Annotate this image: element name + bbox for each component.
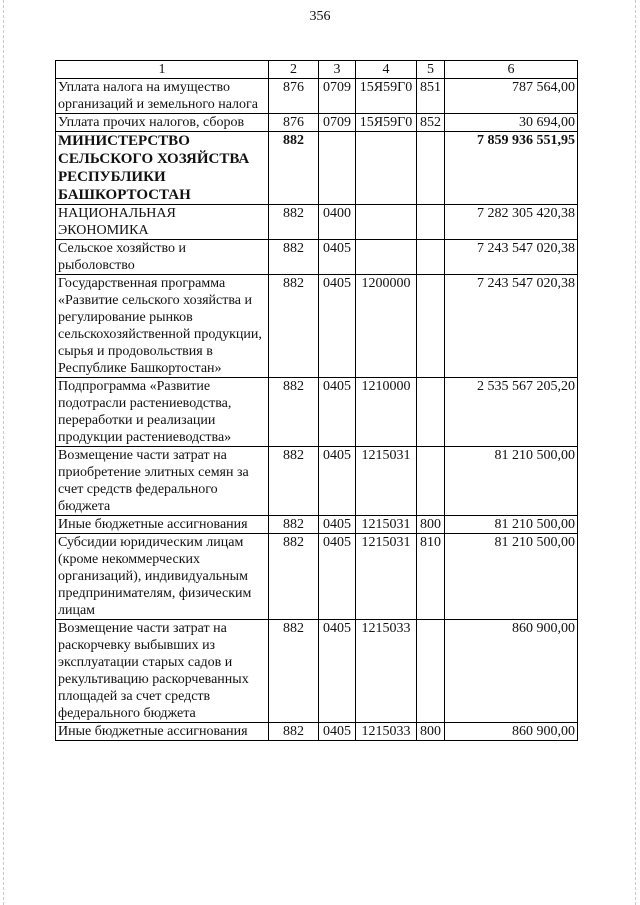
column-header: 2 bbox=[269, 61, 319, 79]
row-target-code: 1200000 bbox=[356, 275, 417, 378]
scan-edge-right bbox=[635, 0, 637, 905]
row-ministry-code: 882 bbox=[269, 516, 319, 534]
row-name: Уплата прочих налогов, сборов bbox=[56, 114, 269, 132]
row-amount: 2 535 567 205,20 bbox=[445, 378, 578, 447]
row-expense-type: 852 bbox=[417, 114, 445, 132]
row-target-code bbox=[356, 132, 417, 205]
table-row bbox=[56, 79, 578, 114]
row-target-code: 1215031 bbox=[356, 516, 417, 534]
row-ministry-code: 882 bbox=[269, 132, 319, 205]
table-row bbox=[56, 723, 578, 741]
table-header-row bbox=[56, 61, 578, 79]
table-row bbox=[56, 516, 578, 534]
row-expense-type bbox=[417, 240, 445, 275]
table-row bbox=[56, 205, 578, 240]
column-header: 5 bbox=[417, 61, 445, 79]
row-section-code: 0405 bbox=[319, 516, 356, 534]
row-expense-type bbox=[417, 378, 445, 447]
table-row bbox=[56, 240, 578, 275]
table-row bbox=[56, 447, 578, 516]
row-amount: 7 859 936 551,95 bbox=[445, 132, 578, 205]
table-row bbox=[56, 378, 578, 447]
row-section-code: 0405 bbox=[319, 240, 356, 275]
row-expense-type bbox=[417, 275, 445, 378]
column-header: 3 bbox=[319, 61, 356, 79]
row-name: Подпрограмма «Развитие подотрасли растениеводства, переработки и реализации продукции растениеводства» bbox=[56, 378, 269, 447]
column-header: 6 bbox=[445, 61, 578, 79]
row-section-code: 0400 bbox=[319, 205, 356, 240]
row-expense-type: 800 bbox=[417, 516, 445, 534]
table-row bbox=[56, 275, 578, 378]
row-target-code: 1215033 bbox=[356, 723, 417, 741]
row-expense-type bbox=[417, 620, 445, 723]
row-name: Государственная программа «Развитие сельского хозяйства и регулирование рынков сельскохозяйственной продукции, сырья и продовольствия в Республике Башкортостан» bbox=[56, 275, 269, 378]
budget-table bbox=[55, 60, 578, 741]
row-amount: 81 210 500,00 bbox=[445, 447, 578, 516]
row-amount: 81 210 500,00 bbox=[445, 516, 578, 534]
row-expense-type bbox=[417, 132, 445, 205]
row-amount: 860 900,00 bbox=[445, 620, 578, 723]
table-row bbox=[56, 114, 578, 132]
row-target-code: 1210000 bbox=[356, 378, 417, 447]
row-target-code: 15Я59Г0 bbox=[356, 79, 417, 114]
row-ministry-code: 882 bbox=[269, 447, 319, 516]
row-ministry-code: 882 bbox=[269, 205, 319, 240]
row-ministry-code: 882 bbox=[269, 378, 319, 447]
row-expense-type bbox=[417, 205, 445, 240]
row-ministry-code: 876 bbox=[269, 114, 319, 132]
row-amount: 30 694,00 bbox=[445, 114, 578, 132]
row-target-code: 1215031 bbox=[356, 534, 417, 620]
row-name: МИНИСТЕРСТВО СЕЛЬСКОГО ХОЗЯЙСТВА РЕСПУБЛИКИ БАШКОРТОСТАН bbox=[56, 132, 269, 205]
row-section-code: 0405 bbox=[319, 378, 356, 447]
row-target-code bbox=[356, 205, 417, 240]
row-expense-type bbox=[417, 447, 445, 516]
row-target-code: 15Я59Г0 bbox=[356, 114, 417, 132]
row-name: Субсидии юридическим лицам (кроме некоммерческих организаций), индивидуальным предпринимателям, физическим лицам bbox=[56, 534, 269, 620]
row-expense-type: 800 bbox=[417, 723, 445, 741]
row-name: Иные бюджетные ассигнования bbox=[56, 723, 269, 741]
row-name: Возмещение части затрат на раскорчевку выбывших из эксплуатации старых садов и рекультивацию раскорчеванных площадей за счет средств федерального бюджета bbox=[56, 620, 269, 723]
row-target-code: 1215033 bbox=[356, 620, 417, 723]
table-row bbox=[56, 620, 578, 723]
row-section-code: 0709 bbox=[319, 79, 356, 114]
row-amount: 7 282 305 420,38 bbox=[445, 205, 578, 240]
row-name: Возмещение части затрат на приобретение элитных семян за счет средств федерального бюджета bbox=[56, 447, 269, 516]
row-amount: 7 243 547 020,38 bbox=[445, 240, 578, 275]
row-name: Сельское хозяйство и рыболовство bbox=[56, 240, 269, 275]
row-section-code: 0405 bbox=[319, 447, 356, 516]
row-amount: 81 210 500,00 bbox=[445, 534, 578, 620]
column-header: 4 bbox=[356, 61, 417, 79]
row-amount: 7 243 547 020,38 bbox=[445, 275, 578, 378]
row-name: НАЦИОНАЛЬНАЯ ЭКОНОМИКА bbox=[56, 205, 269, 240]
row-section-code: 0405 bbox=[319, 275, 356, 378]
row-section-code: 0405 bbox=[319, 723, 356, 741]
row-ministry-code: 882 bbox=[269, 723, 319, 741]
row-section-code: 0405 bbox=[319, 534, 356, 620]
row-ministry-code: 882 bbox=[269, 620, 319, 723]
row-section-code: 0405 bbox=[319, 620, 356, 723]
row-amount: 787 564,00 bbox=[445, 79, 578, 114]
row-target-code bbox=[356, 240, 417, 275]
row-expense-type: 810 bbox=[417, 534, 445, 620]
row-ministry-code: 882 bbox=[269, 534, 319, 620]
row-ministry-code: 876 bbox=[269, 79, 319, 114]
row-expense-type: 851 bbox=[417, 79, 445, 114]
row-section-code bbox=[319, 132, 356, 205]
scan-edge-left bbox=[3, 0, 5, 905]
page-number: 356 bbox=[309, 9, 331, 24]
row-name: Уплата налога на имущество организаций и земельного налога bbox=[56, 79, 269, 114]
row-section-code: 0709 bbox=[319, 114, 356, 132]
row-amount: 860 900,00 bbox=[445, 723, 578, 741]
row-name: Иные бюджетные ассигнования bbox=[56, 516, 269, 534]
table-row bbox=[56, 132, 578, 205]
column-header: 1 bbox=[56, 61, 269, 79]
row-ministry-code: 882 bbox=[269, 240, 319, 275]
row-ministry-code: 882 bbox=[269, 275, 319, 378]
row-target-code: 1215031 bbox=[356, 447, 417, 516]
table-row bbox=[56, 534, 578, 620]
